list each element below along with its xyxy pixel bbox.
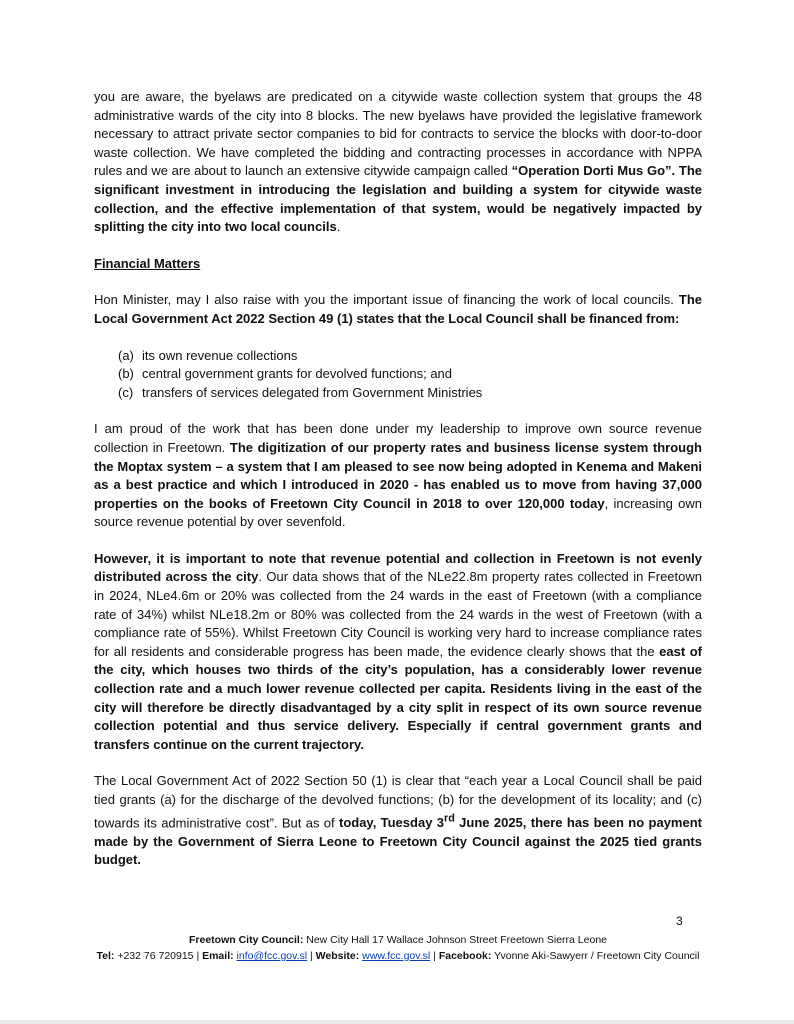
- footer-address-line: Freetown City Council: New City Hall 17 Wallace Johnson Street Freetown Sierra Leone: [188, 934, 607, 946]
- list-item: (a) its own revenue collections: [118, 347, 298, 363]
- footer: [94, 932, 702, 964]
- bold-text: today, Tuesday 3rd June 2025, there has been no payment made by the Government of Sierra Leone to Freetown City Council against the 2025 tied grants budget.: [94, 812, 702, 868]
- bold-text: east of the city, which houses two thirds of the city’s population, has a considerably lower revenue collection rate and a much lower revenue collected per capita. Residents living in the east of the city will therefore be directly disadvantaged by a city split in respect of its own source revenue collection potential and thus service delivery. Especially if central government grants and transfers continue on the current trajectory.: [94, 643, 702, 752]
- website-link[interactable]: www.fcc.gov.sl: [362, 950, 431, 962]
- financing-sources-list: [118, 347, 702, 403]
- footer-contact-line: Tel: +232 76 720915 | Email: info@fcc.gov.sl | Website: www.fcc.gov.sl | Facebook: Yvonne Aki-Sawyerr / Freetown City Council: [96, 950, 700, 962]
- paragraph-revenue-distribution: However, it is important to note that revenue potential and collection in Freetown is not evenly distributed across the city. Our data shows that of the NLe22.8m property rates collected in Freetown in 2024, NLe4.6m or 20% was collected from the 24 wards in the east of Freetown (with a compliance rate of 34%) whilst NLe18.2m or 80% was collected from the 24 wards in the west of Freetown (with a compliance rate of 55%). Whilst Freetown City Council is working very hard to increase compliance rates for all residents and considerable progress has been made, the evidence clearly shows that the east of the city, which houses two thirds of the city’s population, has a considerably lower revenue collection rate and a much lower revenue collected per capita. Residents living in the east of the city will therefore be directly disadvantaged by a city split in respect of its own source revenue collection potential and thus service delivery. Especially if central government grants and transfers continue on the current trajectory.: [94, 550, 702, 752]
- bold-text: However, it is important to note that revenue potential and collection in Freetown is not evenly distributed across the city: [94, 550, 702, 585]
- bold-text: The Local Government Act 2022 Section 49 (1) states that the Local Council shall be financed from:: [94, 292, 702, 326]
- bold-text: The digitization of our property rates and business license system through the Moptax system – a system that I am pleased to see now being adopted in Kenema and Makeni as a best practice and which I introduced in 2020 - has enabled us to move from having 37,000 properties on the books of Freetown City Council in 2018 to over 120,000 today: [94, 439, 702, 511]
- document-body: [94, 88, 702, 888]
- email-link[interactable]: info@fcc.gov.sl: [236, 950, 308, 962]
- list-item: (b) central government grants for devolved functions; and: [118, 366, 453, 382]
- section-heading-financial-matters: Financial Matters: [94, 255, 201, 271]
- paragraph-financing: Hon Minister, may I also raise with you the important issue of financing the work of local councils. The Local Government Act 2022 Section 49 (1) states that the Local Council shall be financed from:: [94, 292, 702, 326]
- page-bottom-edge: [0, 1020, 794, 1024]
- list-item: (c) transfers of services delegated from Government Ministries: [118, 384, 483, 400]
- paragraph-tied-grants: The Local Government Act of 2022 Section 50 (1) is clear that “each year a Local Council shall be paid tied grants (a) for the discharge of the devolved functions; (b) for the development of its locality; and (c) towards its administrative cost”. But as of today, Tuesday 3rd June 2025, there has been no payment made by the Government of Sierra Leone to Freetown City Council against the 2025 tied grants budget.: [94, 773, 702, 868]
- page-number: 3: [676, 914, 683, 928]
- paragraph-own-source-revenue: I am proud of the work that has been done under my leadership to improve own source revenue collection in Freetown. The digitization of our property rates and business license system through the Moptax system – a system that I am pleased to see now being adopted in Kenema and Makeni as a best practice and which I introduced in 2020 - has enabled us to move from having 37,000 properties on the books of Freetown City Council in 2018 to over 120,000 today, increasing own source revenue potential by over sevenfold.: [94, 421, 702, 530]
- bold-text: “Operation Dorti Mus Go”. The significant investment in introducing the legislation and building a system for citywide waste collection, and the effective implementation of that system, would be negatively impacted by splitting the city into two local councils: [94, 163, 703, 235]
- paragraph-waste-collection: you are aware, the byelaws are predicated on a citywide waste collection system that groups the 48 administrative wards of the city into 8 blocks. The new byelaws have provided the legislative framework necessary to attract private sector companies to bid for contracts to service the blocks with door-to-door waste collection. We have completed the bidding and contracting processes in accordance with NPPA rules and we are about to launch an extensive citywide campaign called “Operation Dorti Mus Go”. The significant investment in introducing the legislation and building a system for citywide waste collection, and the effective implementation of that system, would be negatively impacted by splitting the city into two local councils.: [94, 89, 703, 235]
